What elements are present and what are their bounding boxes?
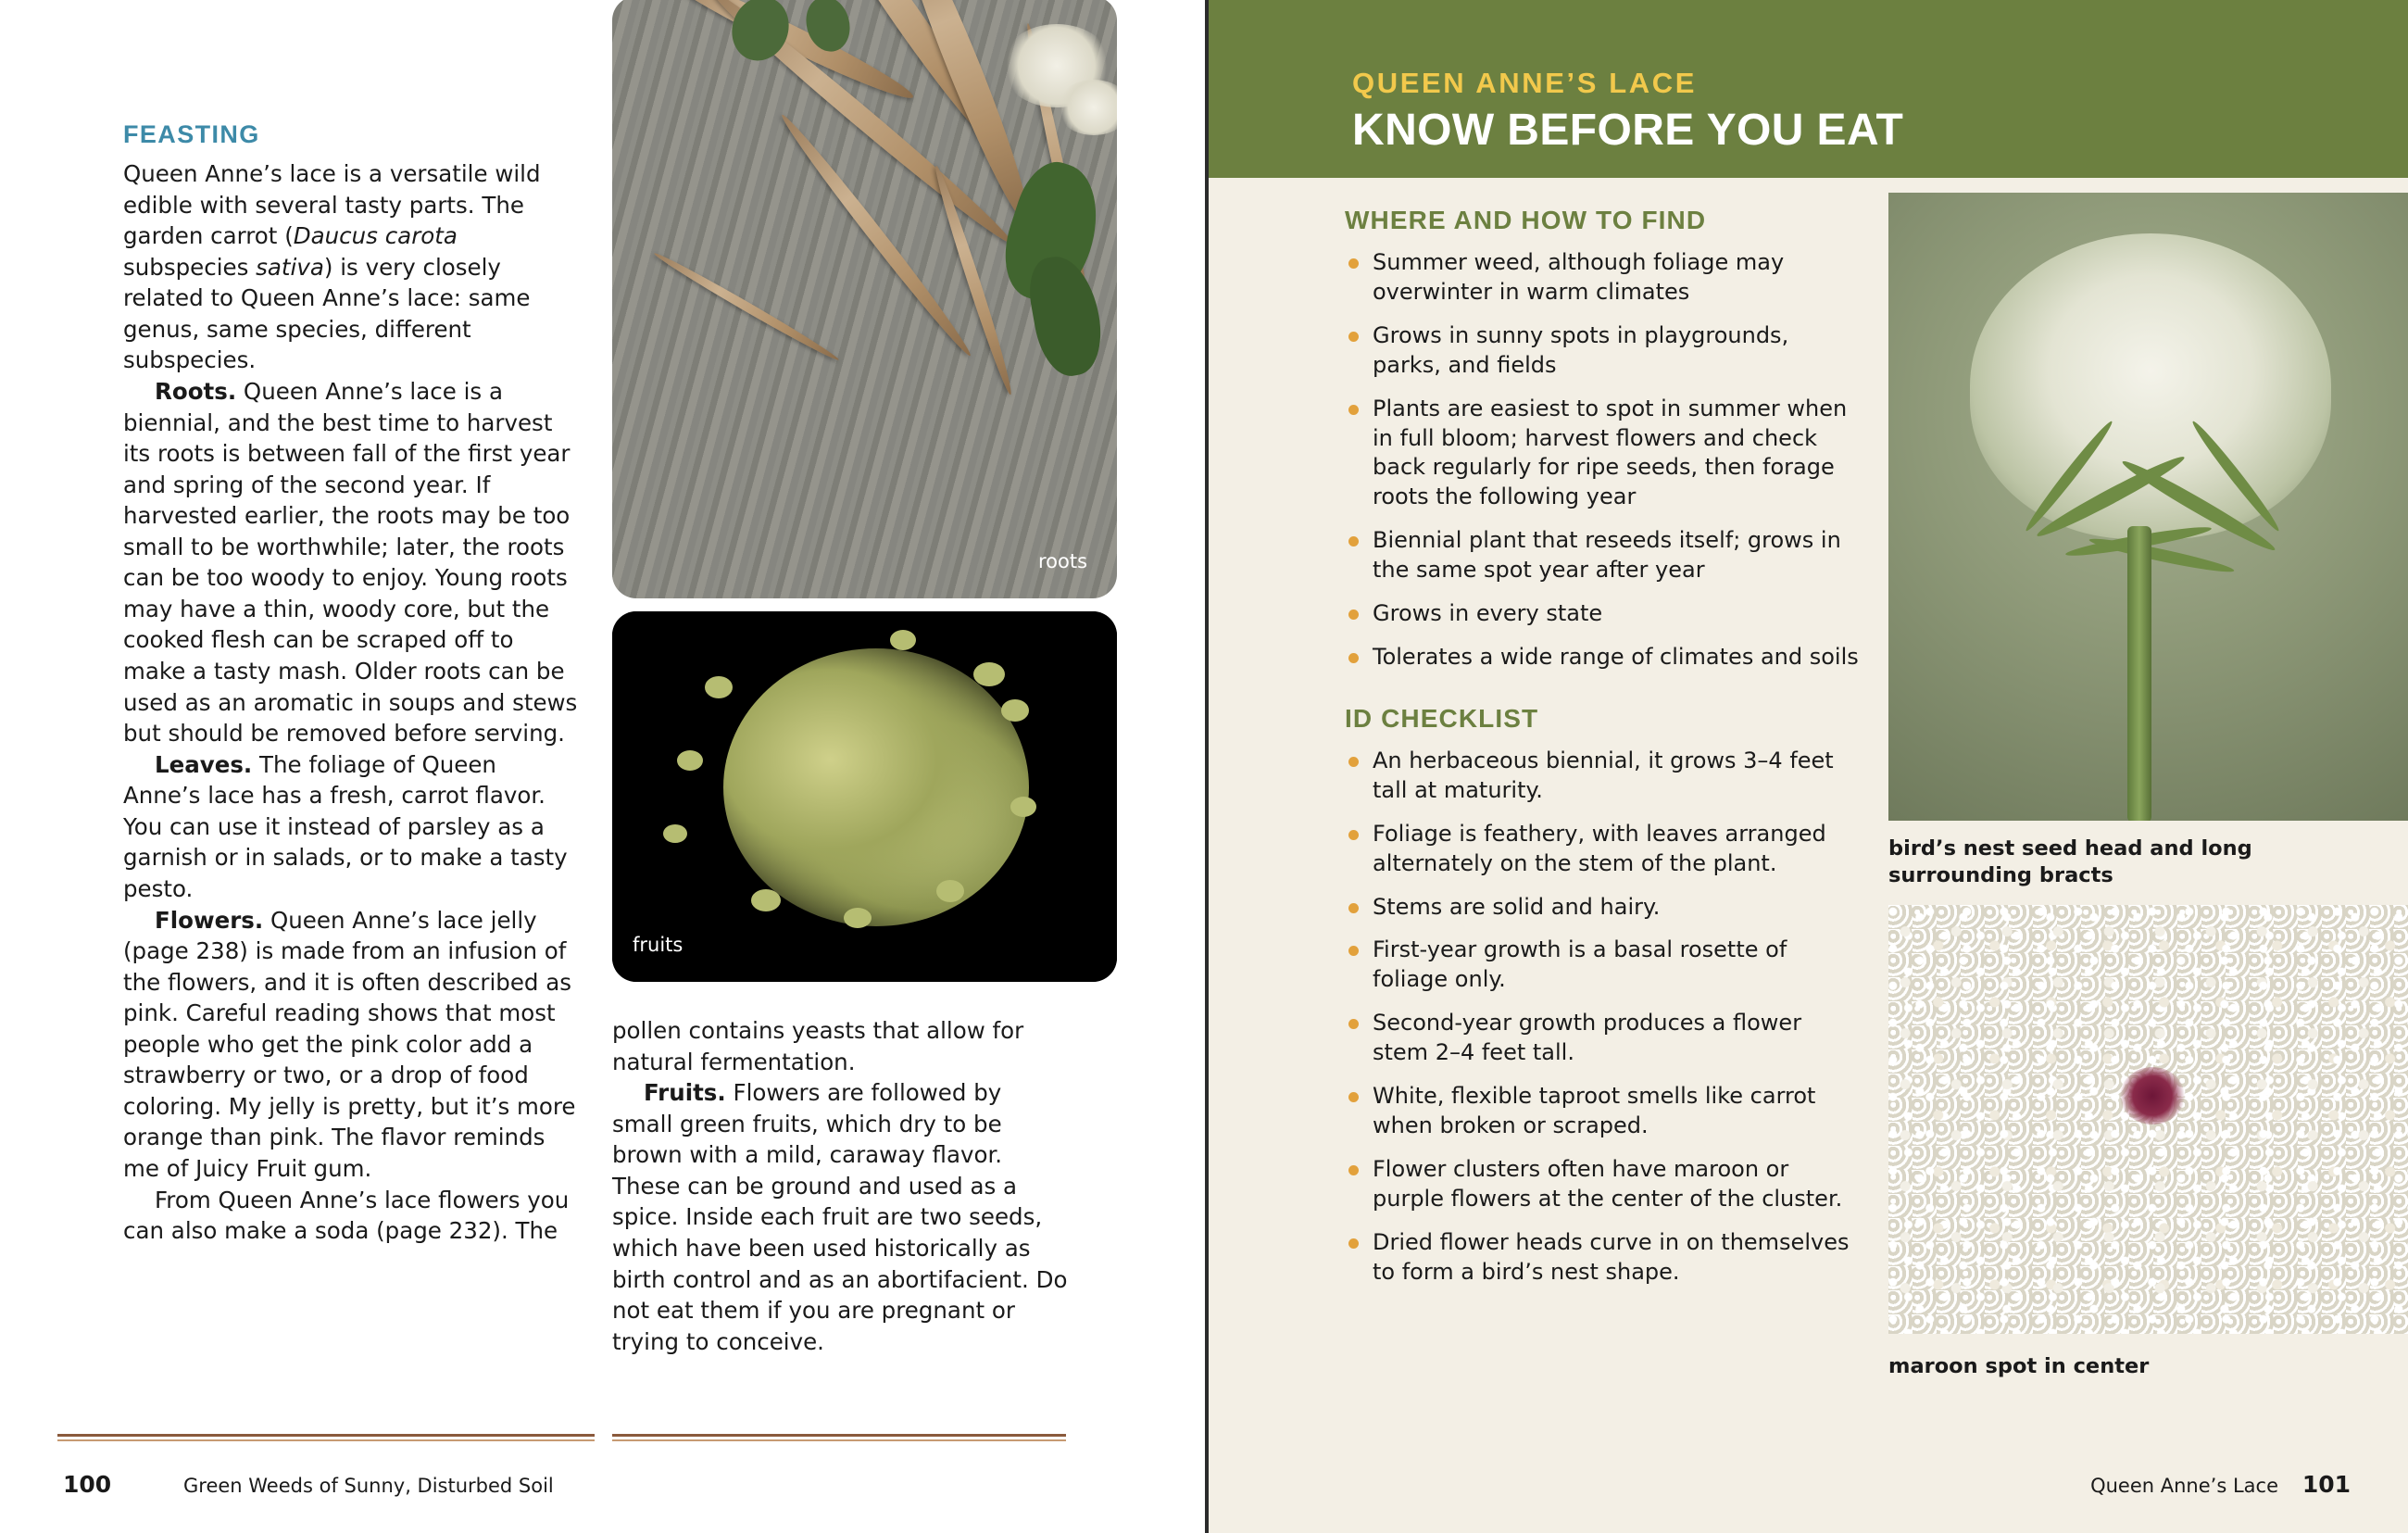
find-item: Grows in every state [1345, 599, 1863, 629]
id-check-item: Stems are solid and hairy. [1345, 893, 1863, 923]
section-kicker: FEASTING [123, 120, 260, 148]
list-where-and-how-to-find [1345, 248, 1863, 672]
paragraph [123, 905, 579, 1185]
run-text: subspecies [123, 253, 257, 281]
footer-rule-two-accent [612, 1439, 1066, 1441]
run-bold: Roots. [155, 377, 237, 405]
id-check-item: First-year growth is a basal rosette of foliage only. [1345, 936, 1863, 995]
find-item: Biennial plant that reseeds itself; grows in the same spot year after year [1345, 526, 1863, 585]
sidebar-header-text [1352, 67, 1903, 156]
run-text: Queen Anne’s lace is a biennial, and the best time to harvest its roots is between fall of the first year and spring of the second year. If harvested earlier, the roots may be too small to be worthwhile; later, the roots can be too woody to enjoy. Young roots may have a thin, woody core, but the cooked flesh can be scraped off to make a tasty mash. Older roots can be used as an aromatic in soups and stews but should be removed before serving. [123, 377, 578, 748]
seed-head-stem [2127, 526, 2151, 821]
run-text: From Queen Anne’s lace flowers you can also make a soda (page 232). The [123, 1186, 570, 1245]
caption-seed-head: bird’s nest seed head and long surrounding bracts [1888, 836, 2252, 888]
run-italic: sativa [256, 253, 324, 281]
left-body-text-continued [612, 1015, 1068, 1357]
list-id-checklist [1345, 747, 1863, 1288]
paragraph [123, 749, 579, 905]
run-text: Flowers are followed by small green fruits, which dry to be brown with a mild, caraway flavor. These can be ground and used as a spice. Inside each fruit are two seeds, which have been used historically as birth control and as an abortifacient. Do not eat them if you are pregnant or trying to conceive. [612, 1079, 1068, 1355]
id-check-item: Dried flower heads curve in on themselves to form a bird’s nest shape. [1345, 1228, 1863, 1288]
left-body-text [123, 158, 579, 1247]
run-bold: Fruits. [644, 1079, 726, 1107]
run-text: Queen Anne’s lace is a versatile wild edible with several tasty parts. The garden carrot ( [123, 160, 541, 250]
id-check-item: An herbaceous biennial, it grows 3–4 feet tall at maturity. [1345, 747, 1863, 806]
footer-rule-accent [57, 1439, 595, 1441]
caption-roots: roots [1038, 550, 1088, 572]
id-check-item: White, flexible taproot smells like carrot when broken or scraped. [1345, 1082, 1863, 1141]
photo-roots [612, 0, 1117, 598]
run-text: pollen contains yeasts that allow for natural fermentation. [612, 1017, 1024, 1075]
paragraph [123, 1185, 579, 1247]
run-bold: Leaves. [155, 750, 253, 778]
header-title: KNOW BEFORE YOU EAT [1352, 106, 1904, 155]
find-item: Tolerates a wide range of climates and soils [1345, 643, 1863, 672]
page-number-left: 100 [63, 1471, 112, 1498]
paragraph [123, 376, 579, 749]
heading-where-and-how-to-find: WHERE AND HOW TO FIND [1345, 206, 1707, 234]
id-check-item: Flower clusters often have maroon or purple flowers at the center of the cluster. [1345, 1155, 1863, 1214]
seed-head-umbel [1970, 233, 2331, 539]
paragraph [612, 1015, 1068, 1077]
paragraph [123, 158, 579, 376]
running-head-right: Queen Anne’s Lace [2090, 1475, 2278, 1497]
find-item: Summer weed, although foliage may overwinter in warm climates [1345, 248, 1863, 308]
header-eyebrow: QUEEN ANNE’S LACE [1352, 67, 1698, 99]
page-number-right: 101 [2301, 1471, 2351, 1498]
find-item: Grows in sunny spots in playgrounds, parks, and fields [1345, 321, 1863, 381]
id-check-item: Foliage is feathery, with leaves arranged alternately on the stem of the plant. [1345, 820, 1863, 879]
footer-rule [57, 1434, 595, 1437]
heading-id-checklist: ID CHECKLIST [1345, 703, 1539, 733]
id-check-item: Second-year growth produces a flower stem 2–4 feet tall. [1345, 1009, 1863, 1068]
sidebar-lists [1345, 206, 1863, 1301]
find-item: Plants are easiest to spot in summer when in full bloom; harvest flowers and check back regularly for ripe seeds, then forage roots the following year [1345, 395, 1863, 513]
photo-maroon-center [1888, 905, 2408, 1334]
left-column-one [123, 120, 579, 1247]
run-text: The foliage of Queen Anne’s lace has a fresh, carrot flavor. You can use it instead of parsley as a garnish or in salads, or to make a tasty pesto. [123, 750, 568, 902]
photo-fruits [612, 611, 1117, 982]
photo-seed-head [1888, 193, 2408, 821]
run-italic: Daucus carota [293, 222, 458, 250]
left-column-two [612, 1015, 1068, 1357]
paragraph [612, 1077, 1068, 1357]
run-bold: Flowers. [155, 906, 264, 934]
maroon-center-floret [2120, 1067, 2185, 1125]
gutter-divider [1205, 0, 1209, 1533]
run-text: Queen Anne’s lace jelly (page 238) is made from an infusion of the flowers, and it is often described as pink. Careful reading shows that most people who get the pink color add a strawberry or two, or a drop of food coloring. My jelly is pretty, but it’s more orange than pink. The flavor reminds me of Juicy Fruit gum. [123, 906, 576, 1182]
footer-rule-two [612, 1434, 1066, 1437]
caption-fruits: fruits [633, 934, 684, 956]
run-text: ) is very closely related to Queen Anne’s lace: same genus, same species, different subspecies. [123, 253, 531, 374]
caption-maroon: maroon spot in center [1888, 1354, 2150, 1378]
running-head-left: Green Weeds of Sunny, Disturbed Soil [183, 1475, 554, 1497]
